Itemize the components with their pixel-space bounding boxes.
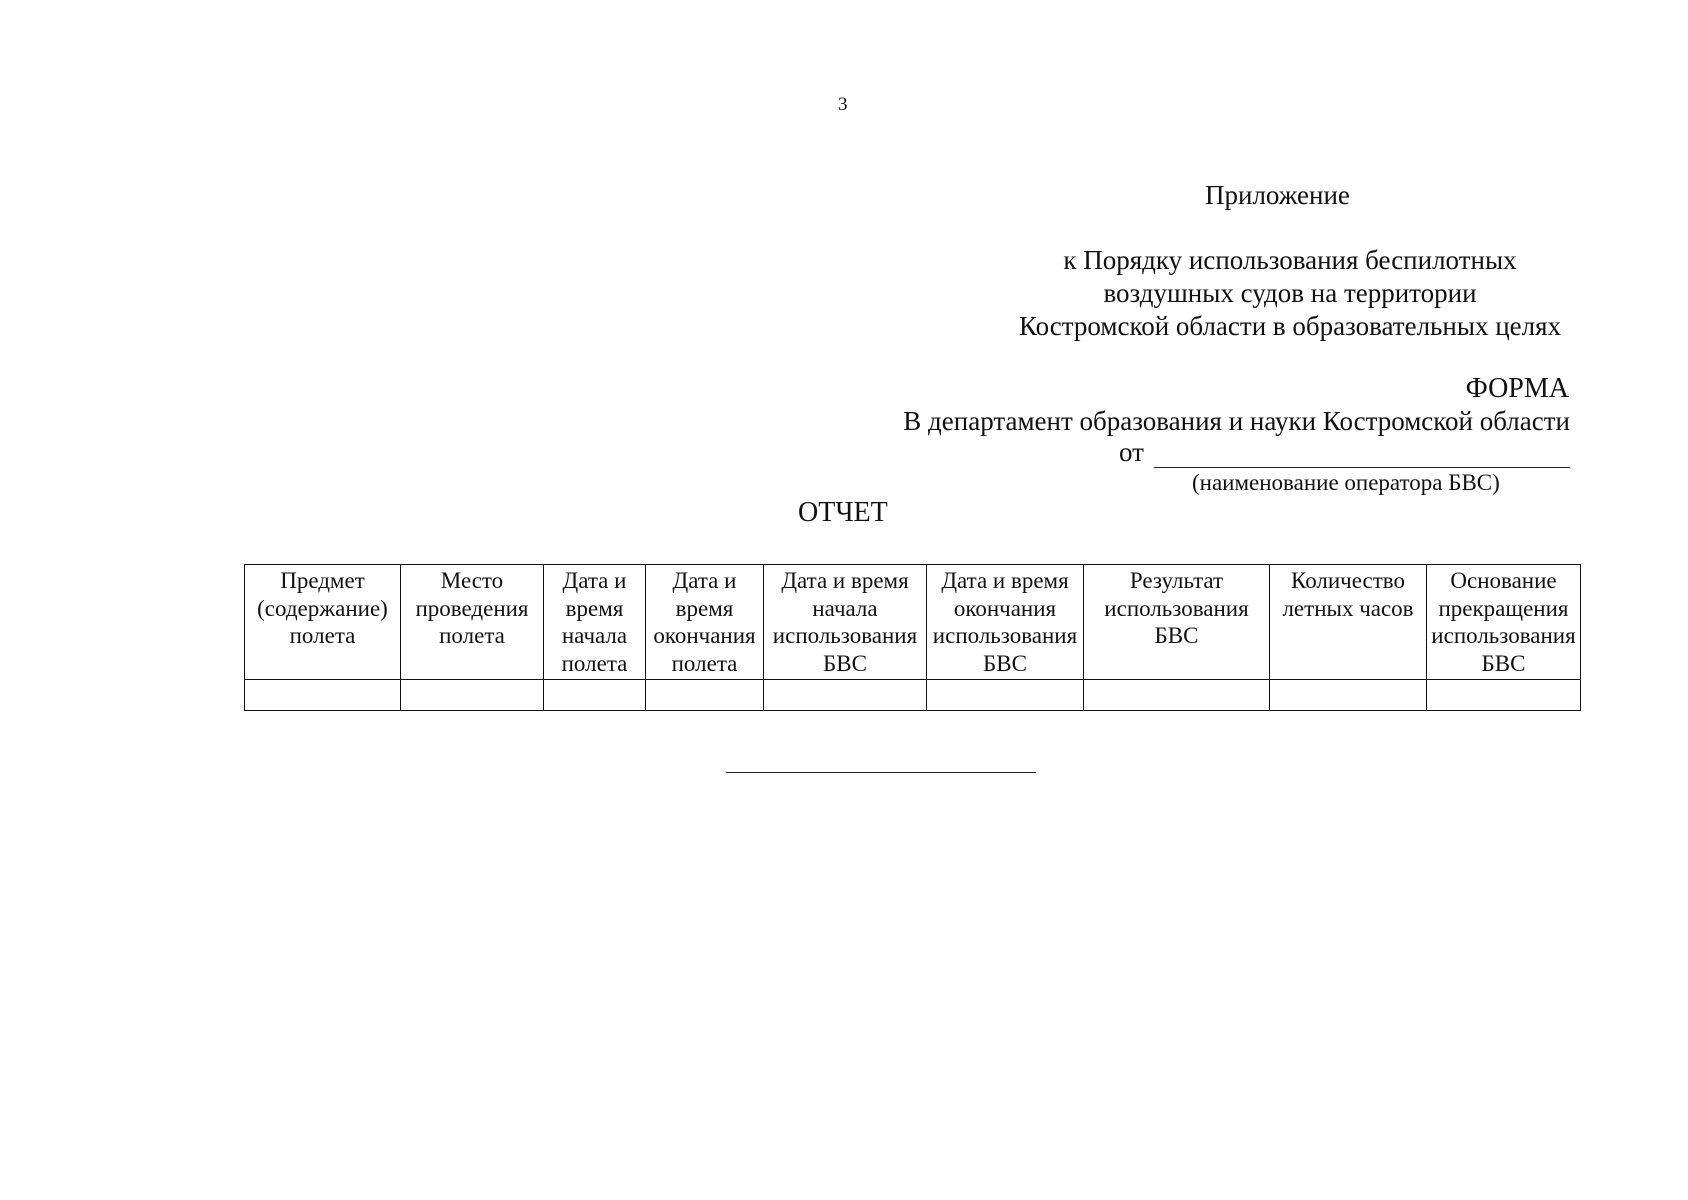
column-header-line: БВС [1481,650,1526,676]
column-header-line: Количество [1291,568,1405,593]
form-label: ФОРМА [1465,373,1569,404]
table-header-row [245,565,1581,680]
column-header-line: использования [932,623,1078,648]
column-header-line: время [675,595,734,621]
table-cell[interactable] [245,680,401,711]
page-number: 3 [838,94,848,115]
column-header-line: Место [440,568,504,593]
column-header-line: Дата и время [941,568,1069,593]
column-header [1084,565,1270,680]
annex-title: Приложение [1205,180,1350,210]
report-table [244,564,1581,711]
table-cell[interactable] [544,680,646,711]
column-header-line: Результат [1129,568,1224,593]
column-header-line: Предмет [280,568,365,593]
annex-reference-line: воздушных судов на территории [1103,278,1477,308]
column-header-line: летных часов [1282,595,1414,621]
column-header-line: (содержание) [257,595,388,621]
operator-name-caption: (наименование оператора БВС) [1192,470,1500,495]
column-header-line: полета [289,623,356,648]
column-header-line: начала [812,595,878,621]
column-header-line: Дата и [672,568,737,593]
column-header [544,565,646,680]
annex-reference-line: Костромской области в образовательных целях [1018,311,1562,341]
table-cell[interactable] [927,680,1084,711]
column-header [1270,565,1427,680]
table-cell[interactable] [646,680,764,711]
column-header-line: полета [671,650,738,676]
column-header-line: полета [439,623,505,648]
column-header-line: прекращения [1438,595,1569,621]
column-header [1427,565,1581,680]
table-cell[interactable] [1084,680,1270,711]
column-header-line: полета [561,650,628,676]
table-cell[interactable] [1427,680,1581,711]
column-header-line: использования [772,623,918,648]
column-header-line: Дата и время [781,568,909,593]
report-title: ОТЧЕТ [798,497,888,528]
column-header [764,565,927,680]
column-header-line: БВС [983,650,1027,676]
annex-reference [990,244,1590,343]
recipient-line: В департамент образования и науки Костромской области [903,406,1570,436]
column-header [245,565,401,680]
table-cell[interactable] [1270,680,1427,711]
operator-name-field[interactable] [1154,467,1570,468]
end-divider [726,772,1036,773]
column-header-line: окончания [953,595,1057,621]
column-header [927,565,1084,680]
annex-reference-line: к Порядку использования беспилотных [1063,245,1517,275]
table-cell[interactable] [401,680,544,711]
column-header-line: Основание [1450,568,1557,593]
column-header [646,565,764,680]
from-prefix: от [1119,437,1144,467]
table-row [245,680,1581,711]
column-header-line: использования [1104,595,1249,621]
table-cell[interactable] [764,680,927,711]
column-header-line: время [565,595,624,621]
column-header-line: проведения [415,595,529,621]
column-header-line: окончания [653,623,756,648]
column-header-line: использования [1431,623,1576,648]
column-header [401,565,544,680]
column-header-line: начала [561,623,628,648]
column-header-line: БВС [823,650,867,676]
column-header-line: БВС [1154,623,1199,648]
table-body [245,680,1581,711]
column-header-line: Дата и [562,568,627,593]
